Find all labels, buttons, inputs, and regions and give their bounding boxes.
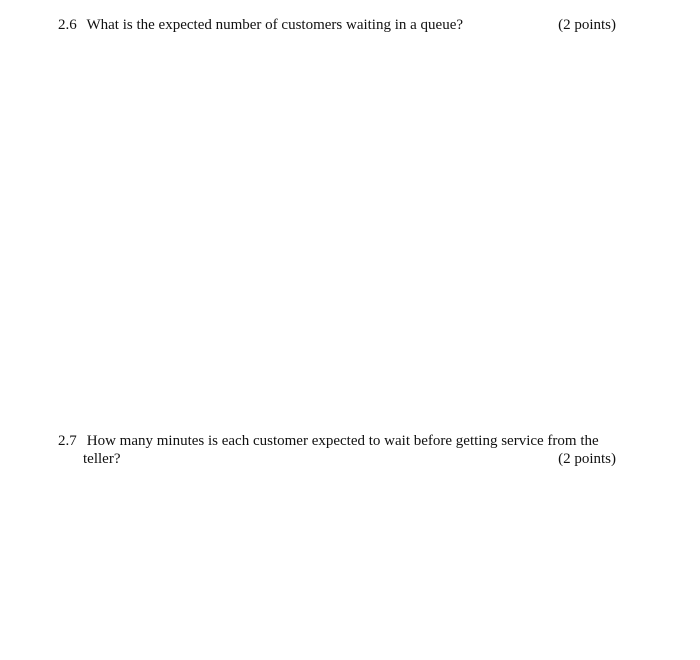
question-number: 2.7	[58, 433, 77, 449]
question-body-line2: teller?	[83, 451, 121, 467]
question-points: (2 points)	[558, 17, 616, 33]
question-body-line1: How many minutes is each customer expected to wait before getting service from the	[86, 433, 599, 449]
question-number: 2.6	[58, 17, 77, 33]
question-text	[58, 16, 463, 34]
question-points: (2 points)	[558, 451, 616, 467]
question-text	[58, 432, 599, 450]
question-2-7	[58, 432, 616, 468]
question-2-6	[58, 16, 616, 34]
question-body: What is the expected number of customers waiting in a queue?	[86, 17, 464, 33]
